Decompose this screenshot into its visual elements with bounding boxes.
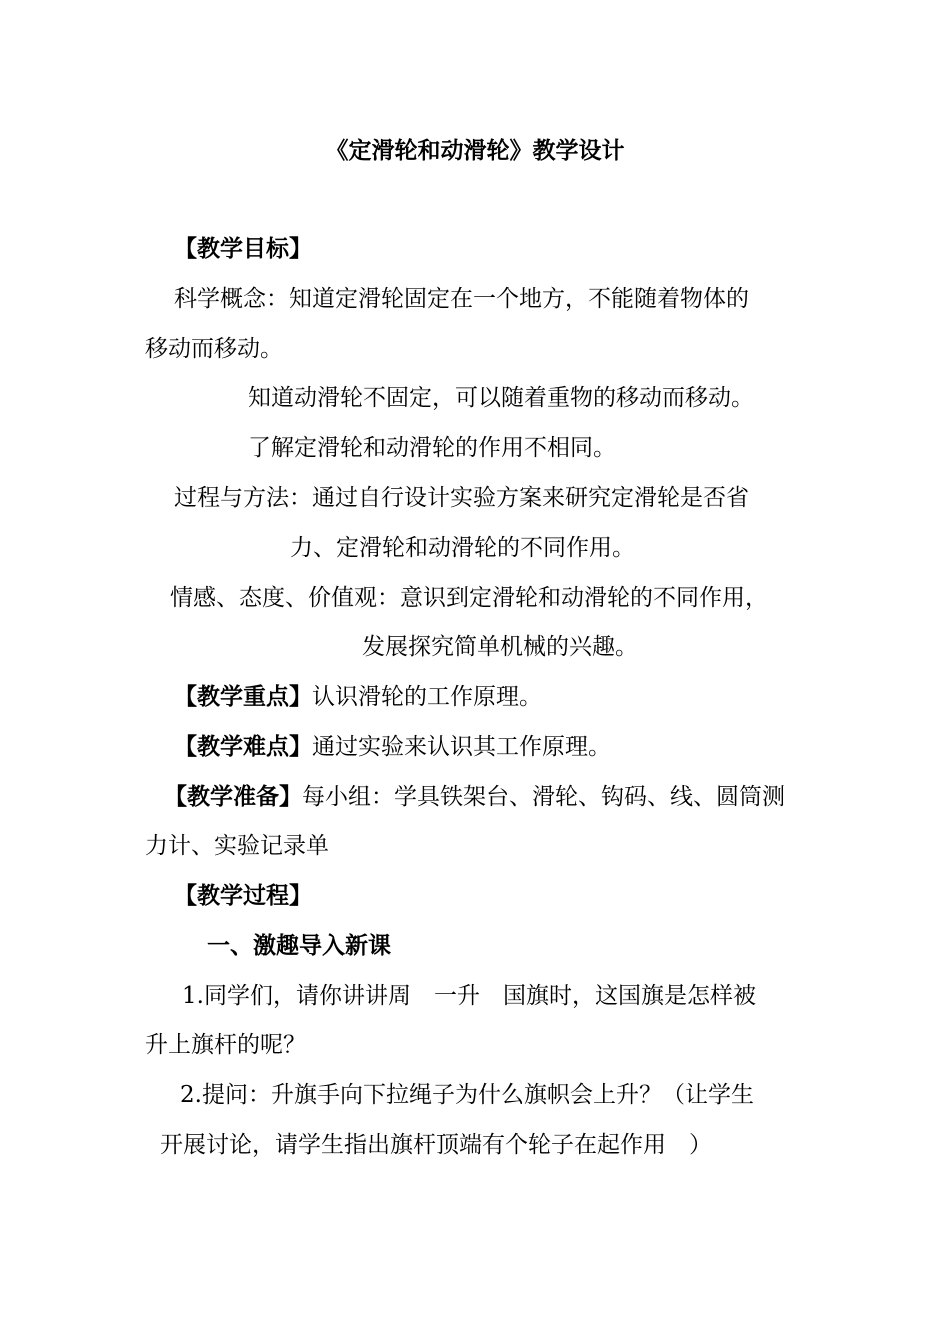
document-title: 《定滑轮和动滑轮》教学设计 [325,137,625,164]
emotion-line-1: 情感、态度、价值观：意识到定滑轮和动滑轮的不同作用， [170,585,768,611]
preparation-text-1: 每小组：学具铁架台、滑轮、钩码、线、圆筒测 [302,784,785,810]
item-1-line-1: 1.同学们，请你讲讲周 一升 国旗时，这国旗是怎样被 [182,983,756,1009]
preparation-text-2: 力计、实验记录单 [145,833,329,859]
difficulty-label: 【教学难点】 [174,733,312,760]
preparation-label: 【教学准备】 [164,783,302,810]
item-1-line-2: 升上旗杆的呢？ [145,1032,306,1058]
concept-line-3: 知道动滑轮不固定，可以随着重物的移动而移动。 [248,385,754,411]
key-point-row [174,682,542,712]
process-heading: 【教学过程】 [174,882,312,909]
emotion-line-2: 发展探究简单机械的兴趣。 [362,634,638,660]
process-method-line-2: 力、定滑轮和动滑轮的不同作用。 [290,535,635,561]
item-2-line-2: 开展讨论，请学生指出旗杆顶端有个轮子在起作用 ） [160,1132,712,1158]
key-point-text: 认识滑轮的工作原理。 [312,684,542,710]
difficulty-text: 通过实验来认识其工作原理。 [312,734,611,760]
key-point-label: 【教学重点】 [174,683,312,710]
concept-line-1: 科学概念：知道定滑轮固定在一个地方，不能随着物体的 [174,286,749,312]
difficulty-row [174,732,611,762]
goals-heading: 【教学目标】 [174,235,312,262]
concept-line-4: 了解定滑轮和动滑轮的作用不相同。 [248,435,616,461]
concept-line-2: 移动而移动。 [145,336,283,362]
process-method-line-1: 过程与方法：通过自行设计实验方案来研究定滑轮是否省 [174,485,749,511]
section-1-heading: 一、激趣导入新课 [207,932,391,959]
item-2-line-1: 2.提问：升旗手向下拉绳子为什么旗帜会上升？（让学生 [180,1082,754,1108]
preparation-row [164,782,785,812]
